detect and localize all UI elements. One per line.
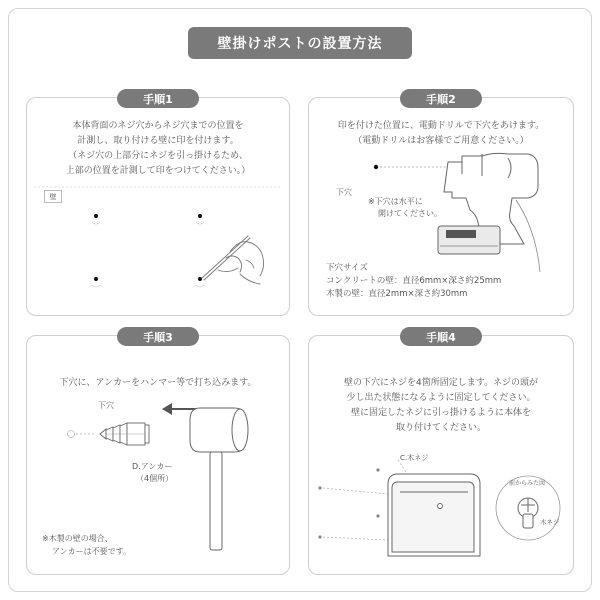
- back-view-label: 前からみた図: [509, 480, 546, 487]
- step3-note-line-2: アンカーは不要です。: [52, 547, 132, 556]
- step2-note-line-1: ※下穴は水平に: [368, 197, 423, 206]
- step1-line-4: 上部の位置を計測して印をつけてください。）: [65, 166, 251, 176]
- step3-label: 手順3: [117, 327, 199, 346]
- step2-size-wood: 木製の壁：直径2mm×深さ約30mm: [326, 289, 468, 299]
- step4-line-4: 取り付けてください。: [395, 423, 486, 433]
- step1-line-2: 計測し、取り付ける壁に印を付けます。: [77, 136, 239, 146]
- step4-line-2: 少し出た状態になるように固定してください。: [346, 393, 536, 403]
- step2-line-1: 印を付けた位置に、電動ドリルで下穴をあけます。: [337, 121, 545, 131]
- step2-size-concrete: コンクリートの壁：直径6mm×深さ約25mm: [326, 276, 502, 286]
- step3-note-line-1: ※木製の壁の場合、: [42, 534, 113, 543]
- back-view-screw-label: 木ネジ: [540, 518, 560, 526]
- step2-line-2: （電動ドリルはお客様でご用意ください。）: [353, 136, 529, 146]
- step3-hole-label: 下穴: [98, 401, 114, 410]
- step4-screw-label: C.木ネジ: [400, 454, 429, 462]
- step3-line-1: 下穴に、アンカーをハンマー等で打ち込みます。: [59, 378, 257, 388]
- step3-anchor-count: （4個所）: [136, 474, 174, 483]
- step2-hole-label: 下穴: [336, 188, 352, 197]
- step4-line-3: 壁に固定したネジに引っ掛けるように本体を: [350, 408, 531, 418]
- step4-line-1: 壁の下穴にネジを4箇所固定します。ネジの頭が: [343, 378, 538, 388]
- step1-line-1: 本体背面のネジ穴からネジ穴までの位置を: [72, 121, 244, 131]
- step2-note-line-2: 開けてください。: [378, 209, 442, 218]
- step4-label: 手順4: [400, 327, 482, 346]
- step2-label: 手順2: [400, 89, 482, 108]
- page-title: 壁掛けポストの設置方法: [188, 27, 412, 59]
- step2-size-title: 下穴サイズ: [326, 263, 368, 273]
- wall-tag: 壁: [44, 190, 62, 203]
- step1-label: 手順1: [117, 89, 199, 108]
- step3-anchor-label: D.アンカー: [132, 462, 173, 471]
- step1-line-3: （ネジ穴の上部分にネジを引っ掛けるため、: [68, 151, 248, 161]
